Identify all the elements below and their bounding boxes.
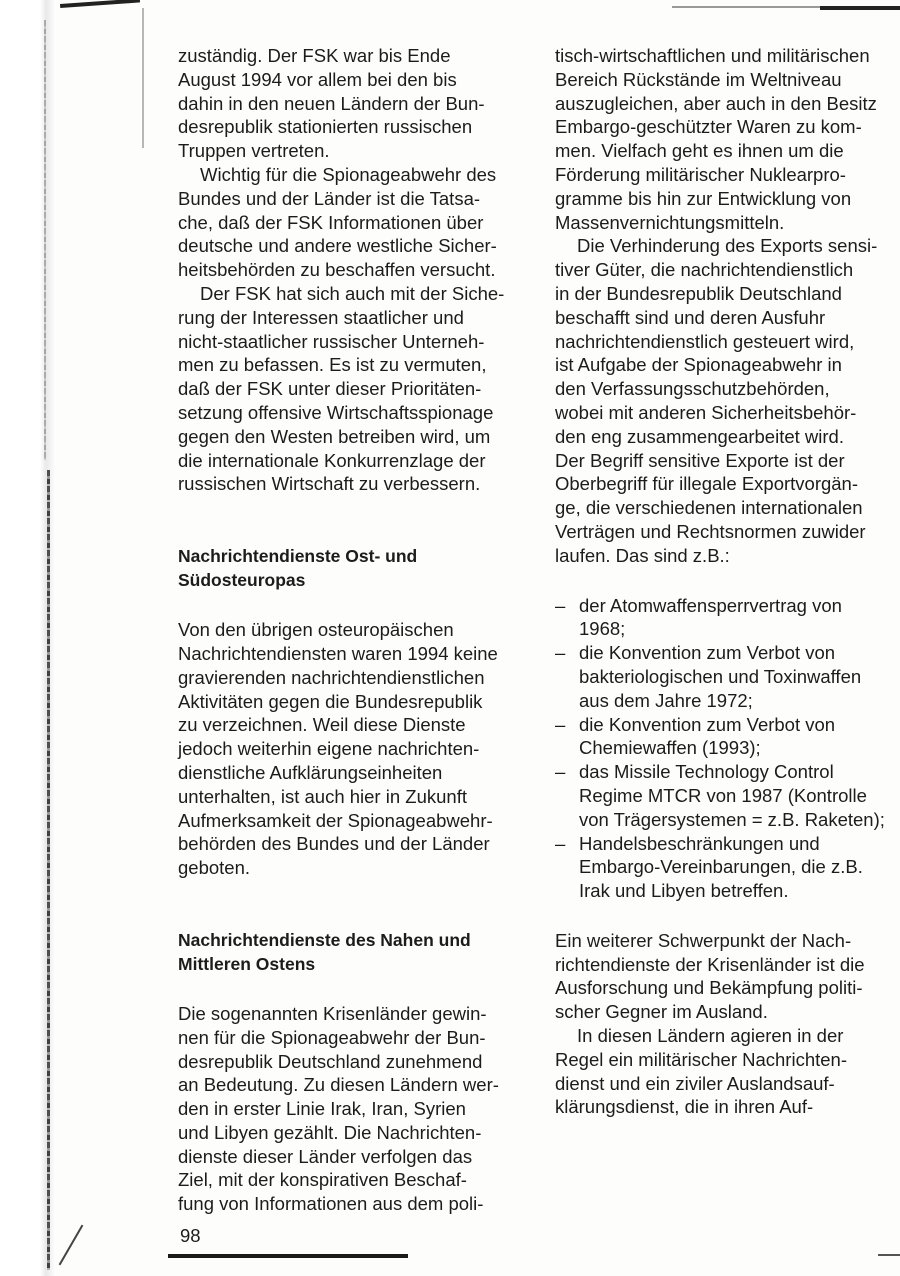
list-item (555, 594, 900, 642)
list-item-text: der Atomwaffensperrvertrag von 1968; (579, 594, 842, 640)
paragraph: Der FSK hat sich auch mit der Siche- rung der Interessen staatlicher und nicht-staatlicher russischer Unterneh- men zu befassen. Es ist zu vermuten, daß der FSK unter dieser Prioritäten- setzung offensive Wirtschaftsspionage gegen den Westen betreiben wird, um die internationale Konkurrenzlage der russischen Wirtschaft zu verbessern. (178, 282, 505, 495)
paragraph: Die sogenannten Krisenländer gewin- nen für die Spionageabwehr der Bun- desrepublik Deutschland zunehmend an Bedeutung. Zu diesen Ländern wer- den in erster Linie Irak, Iran, Syrien und Libyen gezählt. Die Nachrichten- dienste dieser Länder verfolgen das Ziel, mit der konspirativen Beschaf- fung von Informationen aus dem poli- (178, 1002, 499, 1215)
scan-top-rule-thick (820, 6, 900, 10)
right-column (555, 44, 900, 1119)
paragraph: Ein weiterer Schwerpunkt der Nach- richtendienste der Krisenländer ist die Ausforschung und Bekämpfung politi- scher Gegner im Ausland. (555, 929, 865, 1023)
list-item (555, 760, 900, 831)
scan-bottom-right-mark (878, 1254, 900, 1256)
list-item-text: die Konvention zum Verbot von Chemiewaffen (1993); (579, 713, 836, 759)
scan-slash-mark (59, 1225, 84, 1266)
paragraph: tisch-wirtschaftlichen und militärischen Bereich Rückstände im Weltniveau auszugleichen, aber auch in den Besitz Embargo-geschützter Waren zu kom- men. Vielfach geht es ihnen um die Förderung militärischer Nuklearpro- gramme bis hin zur Entwicklung von Massenvernichtungsmitteln. (555, 45, 877, 233)
dash-marker: – (555, 713, 566, 735)
paragraph: Die Verhinderung des Exports sensi- tiver Güter, die nachrichtendienstlich in der Bundesrepublik Deutschland beschafft sind und deren Ausfuhr nachrichtendienstlich gesteuert wird, ist Aufgabe der Spionageabwehr in den Verfassungsschutzbehörden, wobei mit anderen Sicherheitsbehör- den eng zusammengearbeitet wird. Der Begriff sensitive Exporte ist der Oberbegriff für illegale Exportvorgän- ge, die verschiedenen internationalen Verträgen und Rechtsnormen zuwider laufen. Das sind z.B.: (555, 235, 878, 566)
scan-binding-line (47, 470, 50, 1270)
scan-bottom-rule (168, 1254, 408, 1258)
section-heading: Nachrichtendienste des Nahen und Mittleren Ostens (178, 929, 471, 974)
dash-marker: – (555, 832, 566, 854)
paragraph: Von den übrigen osteuropäischen Nachrichtendiensten waren 1994 keine gravierenden nachrichtendienstlichen Aktivitäten gegen die Bundesrepublik zu verzeichnen. Weil diese Dienste jedoch weiterhin eigene nachrichten- dienstliche Aufklärungseinheiten unterhalten, ist auch hier in Zukunft Aufmerksamkeit der Spionageabwehr- behörden des Bundes und der Länder geboten. (178, 619, 498, 879)
list-item (555, 641, 900, 712)
list-item-text: das Missile Technology Control Regime MTCR von 1987 (Kontrolle von Trägersystemen = z.B. Raketen); (579, 761, 885, 830)
dash-marker: – (555, 642, 566, 664)
paragraph: In diesen Ländern agieren in der Regel ein militärischer Nachrichten- dienst und ein ziviler Auslandsauf- klärungsdienst, die in ihren Auf- (555, 1025, 847, 1118)
list-item (555, 713, 900, 761)
paragraph: Wichtig für die Spionageabwehr des Bundes und der Länder ist die Tatsa- che, daß der FSK Informationen über deutsche und andere westliche Sicher- heitsbehörden zu beschaffen versucht. (178, 163, 497, 281)
page-number: 98 (180, 1225, 201, 1246)
scan-vertical-mark (142, 8, 144, 148)
section-heading: Nachrichtendienste Ost- und Südosteuropas (178, 546, 418, 591)
list-item-text: Handelsbeschränkungen und Embargo-Vereinbarungen, die z.B. Irak und Libyen betreffen. (579, 832, 863, 902)
left-column (178, 44, 523, 1216)
scan-binding-line-upper (44, 20, 46, 460)
dash-marker: – (555, 761, 566, 783)
list-item-text: die Konvention zum Verbot von bakteriologischen und Toxinwaffen aus dem Jahre 1972; (579, 642, 862, 711)
paragraph: zuständig. Der FSK war bis Ende August 1994 vor allem bei den bis dahin in den neuen Ländern der Bun- desrepublik stationierten russischen Truppen vertreten. (178, 45, 485, 162)
bullet-list (555, 594, 900, 903)
scan-corner-mark (60, 0, 141, 20)
list-item (555, 832, 900, 903)
dash-marker: – (555, 594, 566, 616)
